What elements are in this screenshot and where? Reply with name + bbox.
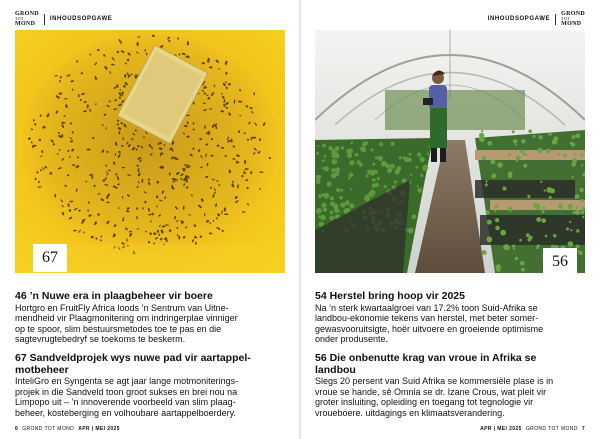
article-line: Limpopo uit – ’n innoverende voorbeeld van slim plaag-	[15, 397, 236, 408]
article-line: sagtevrugtebedryf se toekoms te beskerm.	[15, 334, 186, 345]
article-line: vroue se hande, sê Omnia se dr. Izane Crous, wat pleit vir	[315, 386, 547, 397]
article-line: onder produsente.	[315, 334, 389, 345]
footer-magazine: GROND TOT MOND	[525, 426, 578, 432]
left-header	[15, 12, 112, 26]
article-line: Na ’n sterk kwartaalgroei van 17.2% toon Suid-Afrika se	[315, 302, 538, 313]
page-number: 7	[581, 426, 585, 432]
header-divider	[44, 14, 45, 25]
photo-page-number: 56	[543, 248, 577, 273]
left-footer	[15, 426, 120, 432]
article-title-cont: motbeheer	[15, 363, 69, 376]
footer-magazine: GROND TOT MOND	[22, 426, 75, 432]
article-line: mendheid vir Plaagmonitering om indringerplae vinniger	[15, 313, 238, 324]
article-46[interactable]	[15, 291, 287, 345]
article-title: 46 ’n Nuwe era in plaagbeheer vir boere	[15, 290, 213, 302]
right-page	[300, 0, 600, 439]
logo-middle: TOT	[15, 16, 24, 21]
right-footer	[480, 426, 585, 432]
magazine-logo	[561, 11, 585, 27]
article-title: 54 Herstel bring hoop vir 2025	[315, 290, 465, 302]
article-line: InteliGro en Syngenta se agt jaar lange motmoniterings-	[15, 376, 239, 386]
article-line: groter insluiting, opleiding en toegang tot tegnologie vir	[315, 397, 534, 408]
logo-bottom: MOND	[15, 21, 36, 27]
article-line: Slegs 20 persent van Suid Afrika se kommersiële plase is in	[315, 376, 554, 386]
photo-page-number: 67	[33, 244, 67, 272]
footer-issue: APR | MEI 2025	[78, 426, 120, 432]
header-divider	[555, 14, 556, 25]
page-number: 6	[15, 426, 19, 432]
article-line: vroueboere. uitdagings en klimaatsverandering.	[315, 407, 505, 418]
article-line: op te spoor, slim bestuursmetodes toe te pas en die	[15, 323, 222, 334]
magazine-logo	[15, 11, 39, 27]
right-header	[488, 12, 585, 26]
logo-middle: TOT	[561, 16, 570, 21]
article-title: 67 Sandveldprojek wys nuwe pad vir aartappel-	[15, 352, 251, 364]
section-title: INHOUDSOPGAWE	[49, 16, 113, 22]
article-title: 56 Die onbenutte krag van vroue in Afrika se	[315, 352, 537, 364]
article-line: landbou-ekonomie tekens van herstel, met beter somer-	[315, 313, 539, 324]
footer-issue: APR | MEI 2025	[480, 426, 522, 432]
article-line: projek in die Sandveld toon groot sukses en brei nou na	[15, 386, 238, 397]
article-line: Hortgro en FruitFly Africa loods ’n Sentrum van Uitne-	[15, 302, 229, 313]
logo-top: GROND	[15, 11, 39, 17]
section-title: INHOUDSOPGAWE	[487, 16, 551, 22]
logo-bottom: MOND	[561, 21, 582, 27]
greenhouse-seedlings-photo	[315, 30, 585, 273]
article-67[interactable]	[15, 353, 287, 418]
article-56[interactable]	[315, 353, 587, 418]
article-line: beheer, kosteberging en volhoubare aartappelboerdery.	[15, 407, 236, 418]
article-54[interactable]	[315, 291, 587, 345]
article-title-cont: landbou	[315, 363, 356, 376]
article-line: gewasvooruitsigte, hoër uitvoere en groeiende optimisme	[315, 323, 544, 334]
logo-top: GROND	[561, 11, 585, 17]
yellow-fly-trap-photo	[15, 30, 285, 273]
